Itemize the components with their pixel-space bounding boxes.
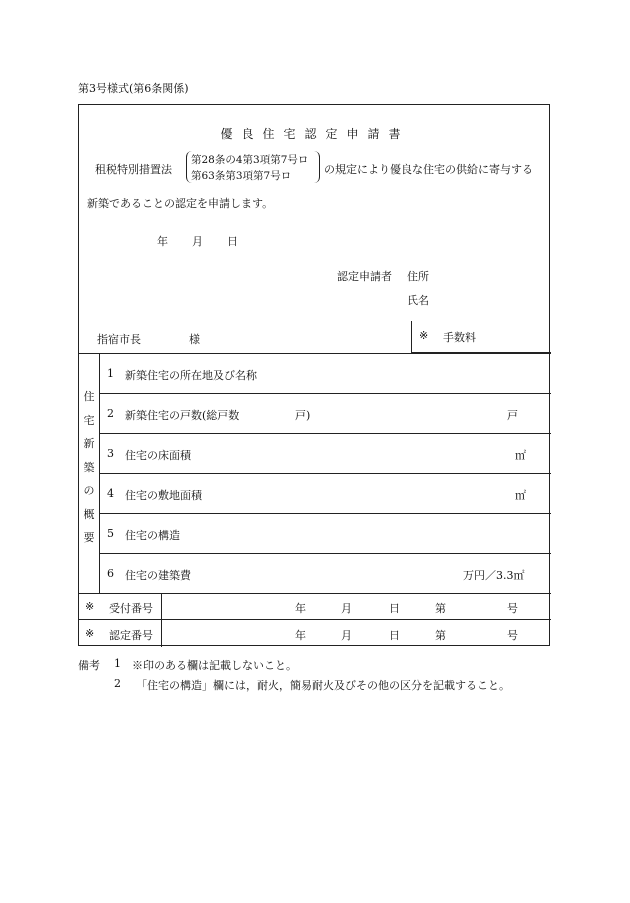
overview-vertical-label xyxy=(79,385,99,550)
certification-month: 月 xyxy=(341,629,352,642)
row-unit: 戸 xyxy=(507,409,518,422)
row-divider xyxy=(99,513,551,514)
notes-label: 備考 xyxy=(78,659,100,672)
row-inner-unit: 戸) xyxy=(295,409,311,422)
row-divider xyxy=(99,393,551,394)
overview-top-border xyxy=(79,353,551,354)
fee-mark: ※ xyxy=(419,329,429,342)
row-unit: 万円／3.3㎡ xyxy=(463,569,525,582)
row-label-floor-area: 住宅の床面積 xyxy=(125,449,191,462)
overview-vertical-char: 要 xyxy=(83,531,95,544)
form-number-label: 第3号様式(第6条関係) xyxy=(78,82,189,95)
receipt-month: 月 xyxy=(341,602,352,615)
row-divider xyxy=(99,553,551,554)
row-label-construction-cost: 住宅の建築費 xyxy=(125,569,191,582)
application-form-frame xyxy=(78,104,550,646)
receipt-number-label: 受付番号 xyxy=(109,602,153,615)
row-label-structure: 住宅の構造 xyxy=(125,529,180,542)
receipt-label-divider xyxy=(161,593,162,647)
date-day: 日 xyxy=(227,235,238,248)
certification-mark: ※ xyxy=(85,627,95,640)
row-number: 4 xyxy=(107,487,114,500)
row-number: 3 xyxy=(107,447,114,460)
intro-line-2: 新築であることの認定を申請します。 xyxy=(87,197,274,210)
row-divider xyxy=(99,433,551,434)
receipt-mark: ※ xyxy=(85,600,95,613)
note-text: 「住宅の構造」欄には，耐火，簡易耐火及びその他の区分を記載すること。 xyxy=(136,679,510,692)
receipt-dai: 第 xyxy=(435,602,446,615)
date-month: 月 xyxy=(192,235,203,248)
applicant-name-label: 氏名 xyxy=(407,294,429,307)
row-number: 6 xyxy=(107,567,114,580)
note-text: ※印のある欄は記載しないこと。 xyxy=(132,659,297,672)
receipt-top-border xyxy=(79,593,551,594)
row-number: 1 xyxy=(107,367,114,380)
law-option-1: 第28条の4第3項第7号ロ xyxy=(191,154,309,166)
law-option-2: 第63条第3項第7号ロ xyxy=(191,170,292,182)
certification-dai: 第 xyxy=(435,629,446,642)
row-number: 5 xyxy=(107,527,114,540)
certification-day: 日 xyxy=(389,629,400,642)
overview-vertical-char: 新 xyxy=(83,437,95,450)
law-prefix: 租税特別措置法 xyxy=(95,163,172,176)
note-number: 2 xyxy=(114,677,121,690)
law-suffix: の規定により優良な住宅の供給に寄与する xyxy=(324,163,533,176)
fee-box xyxy=(411,321,551,353)
row-unit: ㎡ xyxy=(515,449,526,462)
row-label-location: 新築住宅の所在地及び名称 xyxy=(125,369,257,382)
certification-year: 年 xyxy=(295,629,306,642)
overview-vertical-char: の xyxy=(83,484,95,497)
row-divider xyxy=(99,473,551,474)
receipt-divider xyxy=(79,619,551,620)
row-unit: ㎡ xyxy=(515,489,526,502)
receipt-year: 年 xyxy=(295,602,306,615)
overview-vertical-char: 築 xyxy=(83,460,95,474)
note-number: 1 xyxy=(114,657,121,670)
certification-go: 号 xyxy=(507,629,518,642)
overview-vertical-char: 住 xyxy=(83,390,95,403)
receipt-day: 日 xyxy=(389,602,400,615)
row-number: 2 xyxy=(107,407,114,420)
overview-vertical-char: 宅 xyxy=(83,413,95,427)
date-year: 年 xyxy=(157,235,168,248)
form-title: 優良住宅認定申請書 xyxy=(220,127,410,141)
receipt-go: 号 xyxy=(507,602,518,615)
applicant-address-label: 住所 xyxy=(407,270,429,283)
addressee-office: 指宿市長 xyxy=(97,333,141,346)
overview-vertical-char: 概 xyxy=(83,507,95,521)
addressee-honorific: 様 xyxy=(189,333,200,346)
certification-number-label: 認定番号 xyxy=(109,629,153,642)
applicant-label: 認定申請者 xyxy=(337,270,392,283)
row-label-unit-count: 新築住宅の戸数(総戸数 xyxy=(125,409,240,422)
fee-label: 手数料 xyxy=(443,331,476,344)
row-label-site-area: 住宅の敷地面積 xyxy=(125,489,202,502)
